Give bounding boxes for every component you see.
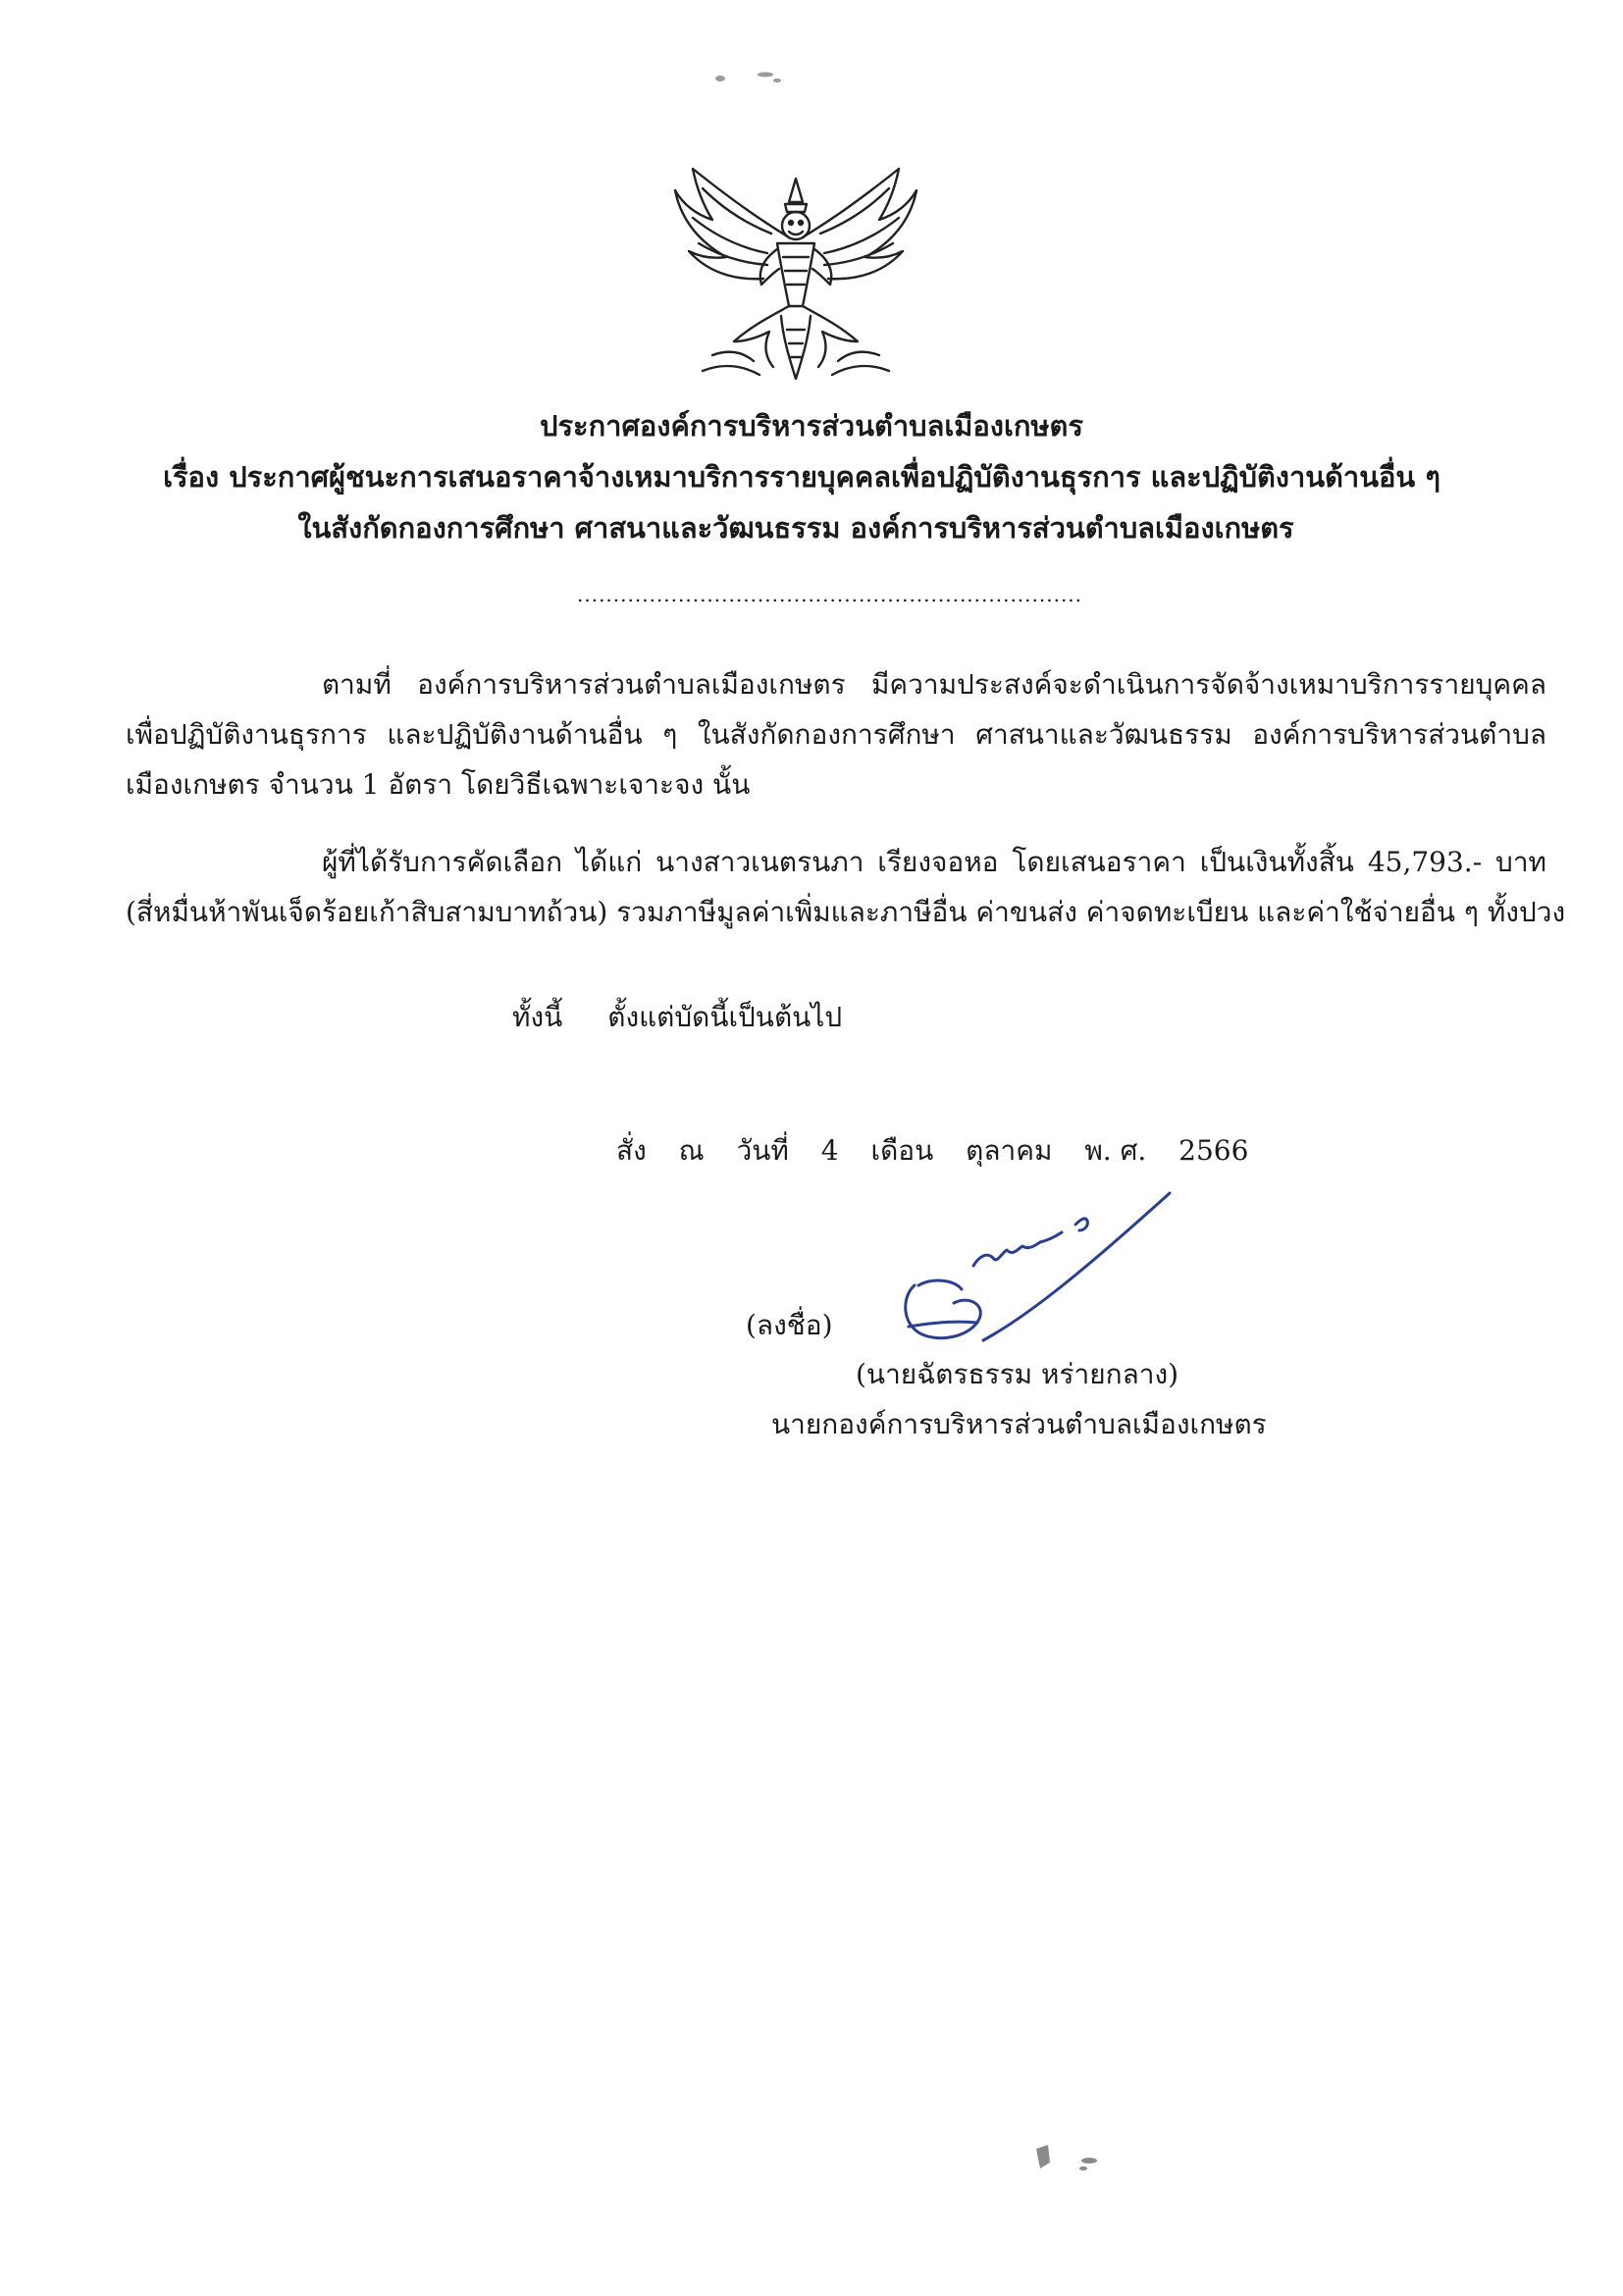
- paragraph-2-line-1: ผู้ที่ได้รับการคัดเลือก ได้แก่ นางสาวเนตรนภา เรียงจอหอ โดยเสนอราคา เป็นเงินทั้งสิ้น 45,793.- บาท: [322, 846, 1546, 878]
- date-month-label: เดือน: [870, 1134, 934, 1167]
- handwritten-signature-icon: [864, 1148, 1197, 1364]
- signer-name: (นายฉัตรธรรม หร่ายกลาง): [856, 1358, 1179, 1390]
- scan-speck-icon: [1030, 2139, 1109, 2178]
- scan-speck-icon: [707, 63, 795, 92]
- signer-position: นายกองค์การบริหารส่วนตำบลเมืองเกษตร: [771, 1408, 1267, 1440]
- announcement-subject: เรื่อง ประกาศผู้ชนะการเสนอราคาจ้างเหมาบริการรายบุคคลเพื่อปฏิบัติงานธุรการ และปฏิบัติงานด้านอื่น ๆ: [163, 460, 1440, 494]
- paragraph-2-line-2: (สี่หมื่นห้าพันเจ็ดร้อยเก้าสิบสามบาทถ้วน) รวมภาษีมูลค่าเพิ่มและภาษีอื่น ค่าขนส่ง ค่าจดทะเบียน และค่าใช้จ่ายอื่น ๆ ทั้งปวง: [126, 896, 1566, 928]
- date-era: พ. ศ.: [1084, 1134, 1147, 1167]
- date-at: ณ: [678, 1134, 705, 1167]
- effective-prefix: ทั้งนี้: [512, 1001, 563, 1033]
- effective-statement: [512, 997, 842, 1038]
- garuda-emblem-icon: [673, 169, 918, 383]
- dotted-divider: ......................................................................: [577, 583, 1083, 606]
- paragraph-1-line-1: ตามที่ องค์การบริหารส่วนตำบลเมืองเกษตร มีความประสงค์จะดำเนินการจัดจ้างเหมาบริการรายบุคคล: [322, 668, 1546, 701]
- date-day-label: วันที่: [736, 1134, 789, 1167]
- signature-label: (ลงชื่อ): [746, 1309, 833, 1341]
- effective-text: ตั้งแต่บัดนี้เป็นต้นไป: [607, 1001, 843, 1033]
- announcement-subject-continued: ในสังกัดกองการศึกษา ศาสนาและวัฒนธรรม องค์การบริหารส่วนตำบลเมืองเกษตร: [297, 511, 1294, 545]
- paragraph-1-line-3: เมืองเกษตร จำนวน 1 อัตรา โดยวิธีเฉพาะเจาะจง นั้น: [126, 768, 751, 801]
- date-day: 4: [820, 1134, 839, 1167]
- date-prefix: สั่ง: [616, 1134, 647, 1167]
- date-year: 2566: [1178, 1134, 1249, 1167]
- paragraph-1-line-2: เพื่อปฏิบัติงานธุรการ และปฏิบัติงานด้านอื่น ๆ ในสังกัดกองการศึกษา ศาสนาและวัฒนธรรม องค์การบริหารส่วนตำบล: [126, 718, 1546, 751]
- announcement-title: ประกาศองค์การบริหารส่วนตำบลเมืองเกษตร: [540, 409, 1083, 443]
- date-month: ตุลาคม: [966, 1134, 1053, 1167]
